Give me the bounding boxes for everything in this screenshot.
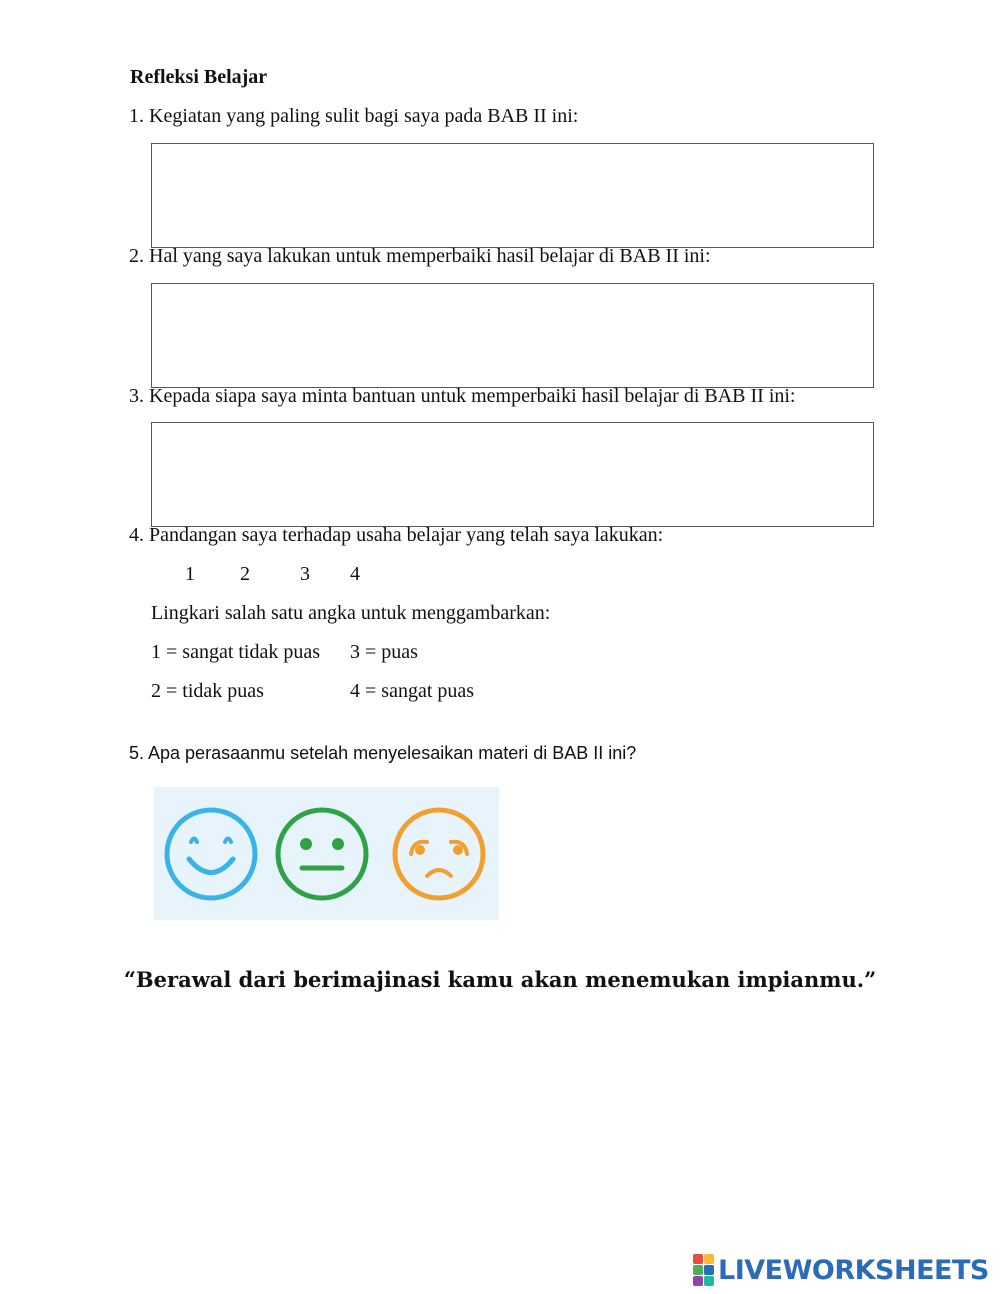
sad-face-icon[interactable] xyxy=(389,804,489,904)
answer-box-1[interactable] xyxy=(151,143,874,248)
rating-option-3[interactable]: 3 xyxy=(300,563,310,585)
legend-item-2: 2 = tidak puas xyxy=(151,680,264,702)
rating-scale xyxy=(0,563,1000,587)
liveworksheets-logo[interactable] xyxy=(693,1254,989,1286)
rating-option-2[interactable]: 2 xyxy=(240,563,250,585)
rating-instruction: Lingkari salah satu angka untuk menggambarkan: xyxy=(151,602,551,624)
question-2: 2. Hal yang saya lakukan untuk memperbaiki hasil belajar di BAB II ini: xyxy=(129,245,711,267)
neutral-face-icon[interactable] xyxy=(272,804,372,904)
question-1: 1. Kegiatan yang paling sulit bagi saya pada BAB II ini: xyxy=(129,105,579,127)
question-3: 3. Kepada siapa saya minta bantuan untuk memperbaiki hasil belajar di BAB II ini: xyxy=(129,385,796,407)
question-5: 5. Apa perasaanmu setelah menyelesaikan materi di BAB II ini? xyxy=(129,743,637,763)
legend-item-1: 1 = sangat tidak puas xyxy=(151,641,321,663)
legend-item-3: 3 = puas xyxy=(350,641,418,663)
rating-option-1[interactable]: 1 xyxy=(185,563,195,585)
liveworksheets-logo-icon xyxy=(693,1254,714,1286)
answer-box-2[interactable] xyxy=(151,283,874,388)
legend-item-4: 4 = sangat puas xyxy=(350,680,475,702)
liveworksheets-wordmark: LIVEWORKSHEETS xyxy=(718,1254,989,1286)
answer-box-3[interactable] xyxy=(151,422,874,527)
motivational-quote: “Berawal dari berimajinasi kamu akan menemukan impianmu.” xyxy=(123,967,877,992)
rating-option-4[interactable]: 4 xyxy=(350,563,360,585)
question-4: 4. Pandangan saya terhadap usaha belajar yang telah saya lakukan: xyxy=(129,524,664,546)
emotion-faces-panel xyxy=(154,787,499,920)
happy-face-icon[interactable] xyxy=(161,804,261,904)
worksheet-title: Refleksi Belajar xyxy=(130,66,268,88)
